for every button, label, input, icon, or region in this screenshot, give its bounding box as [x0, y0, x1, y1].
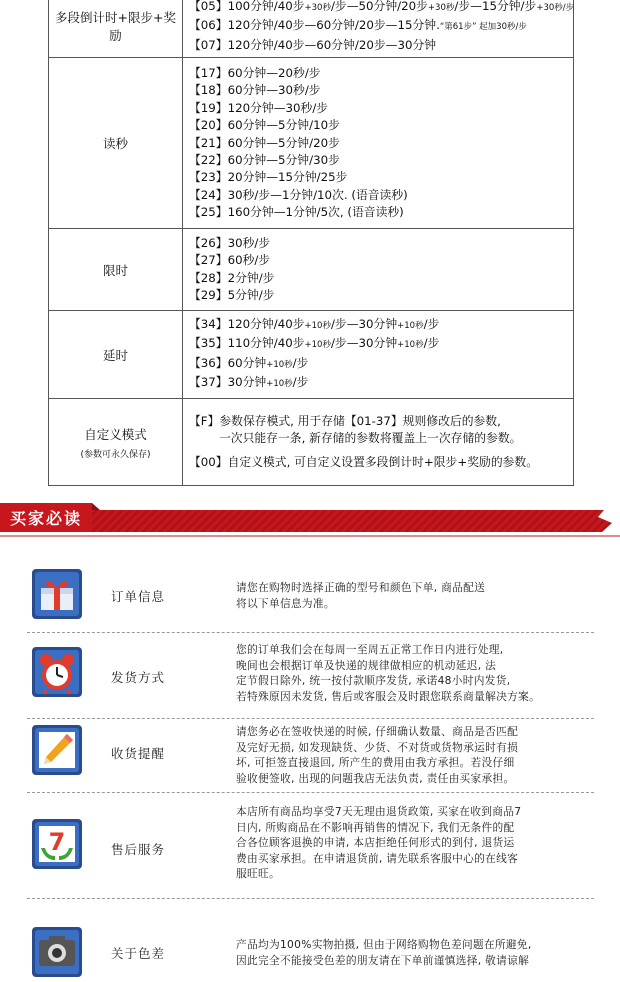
mode-item: 【21】60分钟—5分钟/20步	[189, 135, 340, 150]
mode-item: 【35】110分钟/40步+10秒/步—30分钟+10秒/步	[189, 336, 440, 351]
info-desc: 您的订单我们会在每周一至周五正常工作日内进行处理, 晚间也会根据订单及快递的规律做相应的机动延迟, 法 定节假日除外, 统一按付款顺序发货, 承诺48小时内发货, 若特殊原因未发货, 售后或客服会及时跟您联系商量解决方案。	[236, 643, 541, 703]
mode-row	[49, 229, 574, 311]
mode-item: 【F】参数保存模式, 用于存储【01-37】规则修改后的参数,	[189, 413, 501, 428]
gift-icon	[31, 568, 83, 620]
info-label: 关于色差	[111, 946, 166, 961]
mode-item: 【29】5分钟/步	[189, 288, 275, 303]
buyer-info-list	[27, 558, 594, 967]
mode-item: 【36】60分钟+10秒/步	[189, 355, 309, 370]
info-desc: 产品均为100%实物拍摄, 但由于网络购物色差问题在所避免, 因此完全不能接受色差的朋友请在下单前谨慎选择, 敬请谅解	[236, 938, 532, 967]
banner-title: 买家必读	[10, 509, 83, 528]
mode-item: 【23】20分钟—15分钟/25步	[189, 170, 348, 185]
lucky-seven-icon	[31, 818, 83, 870]
info-row-shipping	[27, 632, 594, 718]
mode-item: 【26】30秒/步	[189, 235, 271, 250]
mode-category	[49, 0, 183, 58]
mode-item: 【25】160分钟—1分钟/5次, (语音读秒)	[189, 205, 404, 220]
info-row-aftersales	[27, 792, 594, 898]
pencil-icon	[31, 724, 83, 776]
mode-item: 【24】30秒/步—1分钟/10次. (语音读秒)	[189, 187, 408, 202]
mode-items	[183, 58, 574, 229]
mode-category	[49, 58, 183, 229]
mode-category	[49, 399, 183, 486]
info-row-color-difference	[27, 898, 594, 967]
info-label: 订单信息	[111, 589, 166, 604]
mode-item: 【34】120分钟/40步+10秒/步—30分钟+10秒/步	[189, 316, 440, 331]
mode-item: 【06】120分钟/40步—60分钟/20步—15分钟.“第61步” 起加30秒/步	[189, 18, 527, 33]
mode-item: 【37】30分钟+10秒/步	[189, 375, 309, 390]
mode-item: 【18】60分钟—30秒/步	[189, 83, 321, 98]
camera-icon	[31, 926, 83, 978]
mode-row	[49, 399, 574, 486]
mode-row	[49, 0, 574, 58]
row-divider	[27, 718, 594, 719]
mode-category-label: 限时	[102, 262, 128, 278]
info-desc: 本店所有商品均享受7天无理由退货政策, 买家在收到商品7 日内, 所购商品在不影响再销售的情况下, 我们无条件的配 合各位顾客退换的申请, 本店拒绝任何形式的到付, 退货运 费由买家承担。在申请退货前, 请先联系客服中心的在线客 服旺旺。	[236, 805, 522, 881]
info-row-receipt	[27, 718, 594, 792]
info-label: 收货提醒	[111, 746, 166, 761]
mode-table	[48, 0, 574, 486]
mode-item: 【27】60秒/步	[189, 253, 271, 268]
svg-text:7: 7	[48, 828, 66, 856]
info-row-order	[27, 558, 594, 632]
mode-item: 一次只能存一条, 新存储的参数将覆盖上一次存储的参数。	[189, 431, 522, 446]
alarm-clock-icon	[31, 646, 83, 698]
mode-row	[49, 58, 574, 229]
row-divider	[27, 792, 594, 793]
mode-category	[49, 229, 183, 311]
info-desc: 请您在购物时选择正确的型号和颜色下单, 商品配送 将以下单信息为准。	[236, 581, 486, 610]
mode-items	[183, 399, 574, 486]
mode-item: 【20】60分钟—5分钟/10步	[189, 118, 340, 133]
mode-category-label: 多段倒计时+限步+奖励	[55, 10, 176, 44]
info-desc: 请您务必在签收快递的时候, 仔细确认数量、商品是否匹配 及完好无损, 如发现缺货、少货、不对货或货物承运时有损 坏, 可拒签直接退回, 所产生的费用由我方承担。若没仔细 验收便签收, 出现的问题我店无法负责, 责任由买家承担。	[236, 725, 519, 785]
mode-items	[183, 0, 574, 58]
mode-item: 【28】2分钟/步	[189, 270, 275, 285]
mode-category-note: (参数可永久保存)	[80, 449, 151, 460]
mode-item: 【19】120分钟—30秒/步	[189, 100, 329, 115]
mode-item: 【22】60分钟—5分钟/30步	[189, 152, 340, 167]
mode-category-label: 延时	[102, 347, 128, 363]
info-label: 发货方式	[111, 670, 166, 685]
mode-item: 【17】60分钟—20秒/步	[189, 65, 321, 80]
mode-category-label: 读秒	[102, 136, 128, 152]
mode-items	[183, 229, 574, 311]
mode-item: 【00】自定义模式, 可自定义设置多段倒计时+限步+奖励的参数。	[189, 454, 539, 469]
mode-items	[183, 311, 574, 399]
row-divider	[27, 632, 594, 633]
mode-row	[49, 311, 574, 399]
mode-category	[49, 311, 183, 399]
mode-category-label: 自定义模式	[84, 426, 147, 442]
info-label: 售后服务	[111, 842, 166, 857]
row-divider	[27, 898, 594, 899]
buyer-notice-banner	[0, 503, 620, 539]
mode-item: 【05】100分钟/40步+30秒/步—50分钟/20步+30秒/步—15分钟/步+30秒/步	[189, 0, 575, 13]
mode-item: 【07】120分钟/40步—60分钟/20步—30分钟	[189, 37, 437, 52]
